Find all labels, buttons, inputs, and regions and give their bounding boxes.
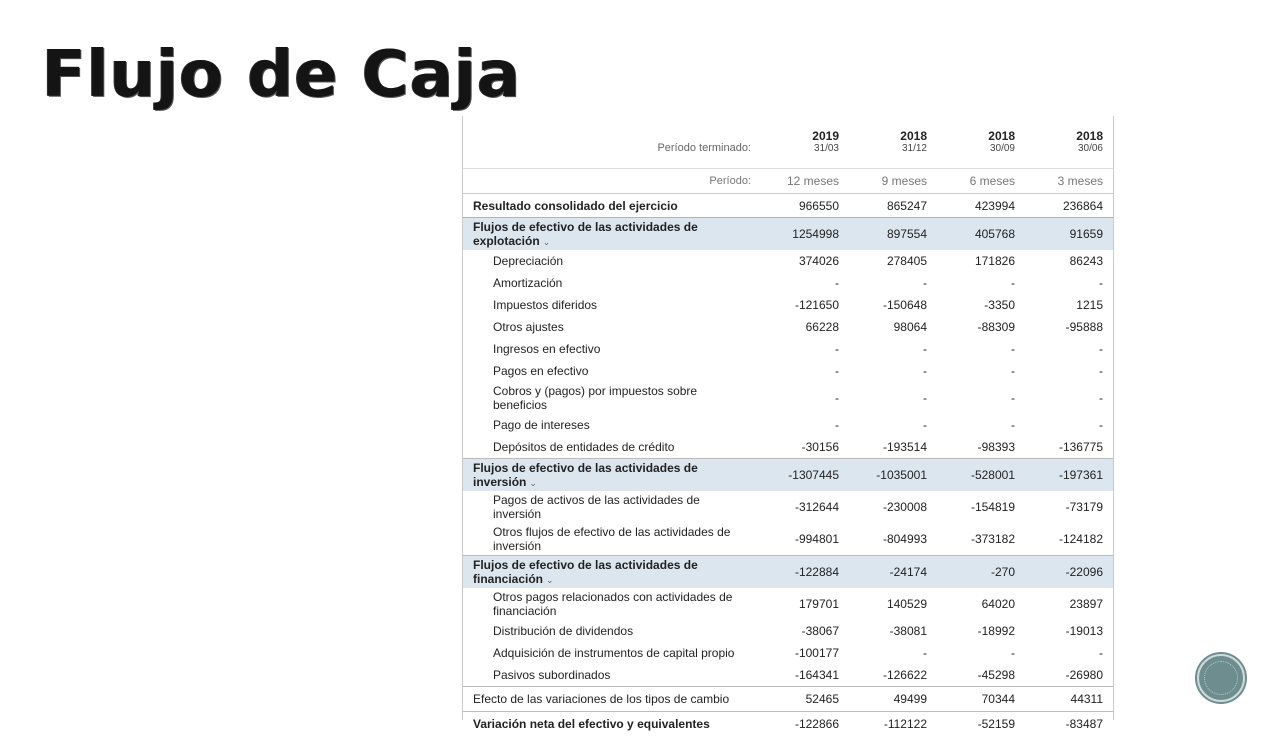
row-label: Impuestos diferidos xyxy=(463,294,761,316)
row-resultado-consolidado xyxy=(463,194,1113,218)
period-row xyxy=(463,169,1113,194)
cell-value: -22096 xyxy=(1025,556,1113,589)
section-label[interactable] xyxy=(463,218,761,251)
cell-value: -83487 xyxy=(1025,712,1113,736)
period-value: 6 meses xyxy=(937,169,1025,194)
row-label: Otros flujos de efectivo de las actividades de inversión xyxy=(463,523,761,556)
cell-value: - xyxy=(761,360,849,382)
cell-value: 44311 xyxy=(1025,687,1113,712)
cash-flow-table-container xyxy=(462,116,1114,720)
period-value: 3 meses xyxy=(1025,169,1113,194)
row-label: Ingresos en efectivo xyxy=(463,338,761,360)
cell-value: 49499 xyxy=(849,687,937,712)
cell-value: - xyxy=(1025,414,1113,436)
cell-value: - xyxy=(937,272,1025,294)
cell-value: 140529 xyxy=(849,588,937,620)
cell-value: - xyxy=(1025,642,1113,664)
period-value: 9 meses xyxy=(849,169,937,194)
cell-value: - xyxy=(937,338,1025,360)
column-year: 2018 xyxy=(947,129,1015,143)
cell-value: - xyxy=(937,414,1025,436)
cell-value: - xyxy=(849,382,937,414)
chevron-down-icon[interactable]: ⌄ xyxy=(543,237,551,247)
slide-nav-button[interactable] xyxy=(1197,654,1245,702)
row-label: Resultado consolidado del ejercicio xyxy=(463,194,761,218)
table-row xyxy=(463,491,1113,523)
cell-value: -38081 xyxy=(849,620,937,642)
cell-value: 374026 xyxy=(761,250,849,272)
table-row xyxy=(463,360,1113,382)
cell-value: -98393 xyxy=(937,436,1025,459)
cell-value: -100177 xyxy=(761,642,849,664)
column-date: 30/09 xyxy=(947,143,1015,155)
cell-value: - xyxy=(1025,382,1113,414)
cell-value: -112122 xyxy=(849,712,937,736)
section-label[interactable] xyxy=(463,459,761,492)
section-label-text: Flujos de efectivo de las actividades de explotación xyxy=(473,220,698,248)
cell-value: - xyxy=(937,642,1025,664)
period-label: Período: xyxy=(463,169,761,194)
cell-value: -150648 xyxy=(849,294,937,316)
cell-value: -88309 xyxy=(937,316,1025,338)
row-label: Depreciación xyxy=(463,250,761,272)
cell-value: -373182 xyxy=(937,523,1025,556)
cell-value: 865247 xyxy=(849,194,937,218)
column-header xyxy=(937,116,1025,169)
cell-value: -26980 xyxy=(1025,664,1113,687)
cell-value: -197361 xyxy=(1025,459,1113,492)
cell-value: - xyxy=(849,272,937,294)
column-date: 31/12 xyxy=(859,143,927,155)
table-row xyxy=(463,588,1113,620)
cell-value: 86243 xyxy=(1025,250,1113,272)
section-inversion[interactable] xyxy=(463,459,1113,492)
section-label[interactable] xyxy=(463,556,761,589)
cell-value: - xyxy=(1025,360,1113,382)
cell-value: -38067 xyxy=(761,620,849,642)
row-variacion-neta xyxy=(463,712,1113,736)
cell-value: 966550 xyxy=(761,194,849,218)
cell-value: - xyxy=(849,414,937,436)
cell-value: -1307445 xyxy=(761,459,849,492)
cell-value: - xyxy=(761,272,849,294)
table-row xyxy=(463,436,1113,459)
cell-value: - xyxy=(761,382,849,414)
cell-value: 236864 xyxy=(1025,194,1113,218)
column-date: 30/06 xyxy=(1035,143,1103,155)
row-label: Otros ajustes xyxy=(463,316,761,338)
cell-value: -124182 xyxy=(1025,523,1113,556)
cell-value: 897554 xyxy=(849,218,937,251)
row-label: Cobros y (pagos) por impuestos sobre beneficios xyxy=(463,382,761,414)
cell-value: -136775 xyxy=(1025,436,1113,459)
cell-value: -3350 xyxy=(937,294,1025,316)
column-year: 2019 xyxy=(771,129,839,143)
cell-value: -1035001 xyxy=(849,459,937,492)
cell-value: -270 xyxy=(937,556,1025,589)
cell-value: -122884 xyxy=(761,556,849,589)
cell-value: - xyxy=(849,360,937,382)
chevron-down-icon[interactable]: ⌄ xyxy=(529,478,537,488)
cell-value: 64020 xyxy=(937,588,1025,620)
table-row xyxy=(463,338,1113,360)
cell-value: 98064 xyxy=(849,316,937,338)
table-row xyxy=(463,642,1113,664)
table-row xyxy=(463,382,1113,414)
table-row xyxy=(463,272,1113,294)
column-header xyxy=(761,116,849,169)
column-year: 2018 xyxy=(1035,129,1103,143)
table-row xyxy=(463,294,1113,316)
cash-flow-table xyxy=(463,116,1113,736)
cell-value: 1254998 xyxy=(761,218,849,251)
cell-value: - xyxy=(849,338,937,360)
section-label-text: Flujos de efectivo de las actividades de inversión xyxy=(473,461,698,489)
row-label: Pasivos subordinados xyxy=(463,664,761,687)
row-label: Efecto de las variaciones de los tipos de cambio xyxy=(463,687,761,712)
cell-value: 1215 xyxy=(1025,294,1113,316)
cell-value: -45298 xyxy=(937,664,1025,687)
row-label: Variación neta del efectivo y equivalentes xyxy=(463,712,761,736)
row-label: Otros pagos relacionados con actividades de financiación xyxy=(463,588,761,620)
row-label: Pagos de activos de las actividades de inversión xyxy=(463,491,761,523)
section-explotacion[interactable] xyxy=(463,218,1113,251)
cell-value: 91659 xyxy=(1025,218,1113,251)
row-label: Amortización xyxy=(463,272,761,294)
cell-value: 179701 xyxy=(761,588,849,620)
cell-value: -126622 xyxy=(849,664,937,687)
cell-value: - xyxy=(937,360,1025,382)
header-row xyxy=(463,116,1113,169)
cell-value: -312644 xyxy=(761,491,849,523)
cell-value: -154819 xyxy=(937,491,1025,523)
cell-value: -24174 xyxy=(849,556,937,589)
row-efecto-tipos-cambio xyxy=(463,687,1113,712)
cell-value: -52159 xyxy=(937,712,1025,736)
column-date: 31/03 xyxy=(771,143,839,155)
cell-value: - xyxy=(761,338,849,360)
period-value: 12 meses xyxy=(761,169,849,194)
column-header xyxy=(849,116,937,169)
column-header xyxy=(1025,116,1113,169)
cell-value: -122866 xyxy=(761,712,849,736)
cell-value: -230008 xyxy=(849,491,937,523)
cell-value: -193514 xyxy=(849,436,937,459)
chevron-down-icon[interactable]: ⌄ xyxy=(546,575,554,585)
cell-value: 171826 xyxy=(937,250,1025,272)
column-year: 2018 xyxy=(859,129,927,143)
cell-value: -73179 xyxy=(1025,491,1113,523)
cell-value: -994801 xyxy=(761,523,849,556)
cell-value: 278405 xyxy=(849,250,937,272)
cell-value: -95888 xyxy=(1025,316,1113,338)
cell-value: 70344 xyxy=(937,687,1025,712)
cell-value: 405768 xyxy=(937,218,1025,251)
row-label: Depósitos de entidades de crédito xyxy=(463,436,761,459)
circle-icon xyxy=(1204,661,1238,695)
cell-value: - xyxy=(849,642,937,664)
table-row xyxy=(463,250,1113,272)
row-label: Pago de intereses xyxy=(463,414,761,436)
cell-value: - xyxy=(761,414,849,436)
cell-value: -18992 xyxy=(937,620,1025,642)
cell-value: - xyxy=(1025,338,1113,360)
row-label: Distribución de dividendos xyxy=(463,620,761,642)
cell-value: - xyxy=(937,382,1025,414)
table-row xyxy=(463,316,1113,338)
cell-value: 23897 xyxy=(1025,588,1113,620)
table-row xyxy=(463,620,1113,642)
cell-value: 423994 xyxy=(937,194,1025,218)
section-label-text: Flujos de efectivo de las actividades de financiación xyxy=(473,558,698,586)
cell-value: 66228 xyxy=(761,316,849,338)
section-financiacion[interactable] xyxy=(463,556,1113,589)
row-label: Adquisición de instrumentos de capital propio xyxy=(463,642,761,664)
table-row xyxy=(463,414,1113,436)
cell-value: - xyxy=(1025,272,1113,294)
table-row xyxy=(463,664,1113,687)
cell-value: 52465 xyxy=(761,687,849,712)
table-row xyxy=(463,523,1113,556)
cell-value: -19013 xyxy=(1025,620,1113,642)
cell-value: -528001 xyxy=(937,459,1025,492)
slide-title: Flujo de Caja xyxy=(42,38,521,112)
cell-value: -121650 xyxy=(761,294,849,316)
cell-value: -30156 xyxy=(761,436,849,459)
cell-value: -164341 xyxy=(761,664,849,687)
cell-value: -804993 xyxy=(849,523,937,556)
period-end-label: Período terminado: xyxy=(463,116,761,169)
row-label: Pagos en efectivo xyxy=(463,360,761,382)
